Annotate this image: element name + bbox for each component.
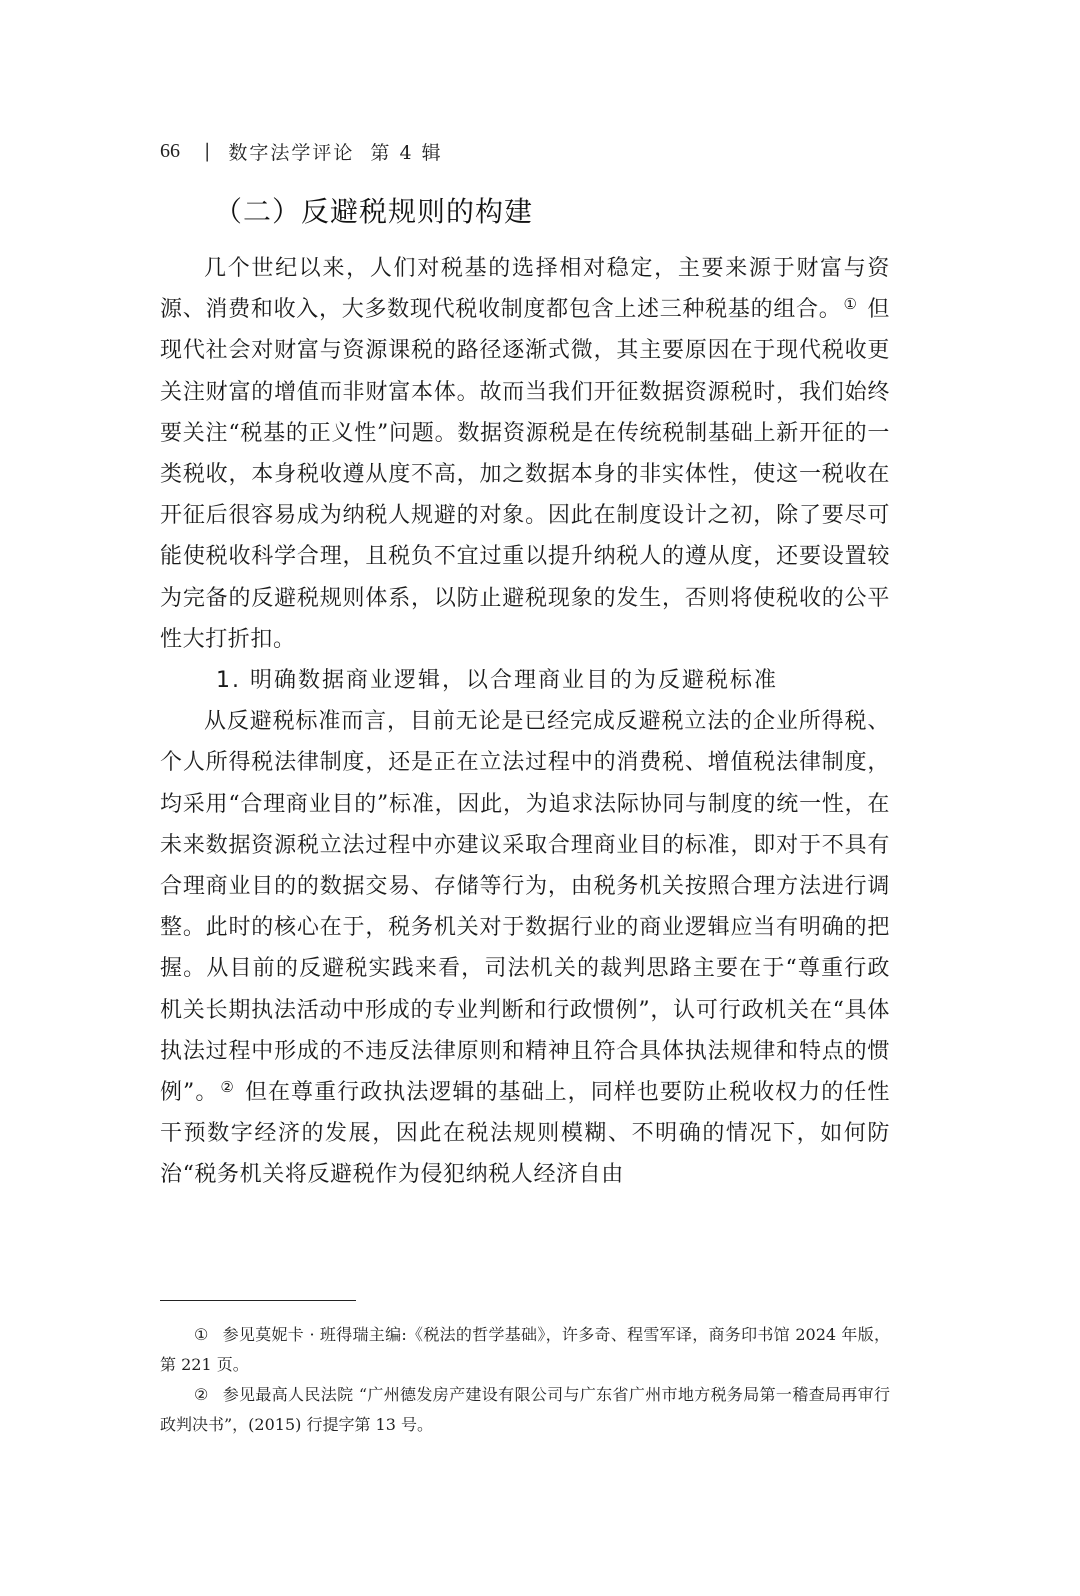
paragraph-1 xyxy=(160,248,890,660)
footnotes xyxy=(160,1320,890,1440)
sub-heading-1: 1. 明确数据商业逻辑，以合理商业目的为反避税标准 xyxy=(216,668,778,694)
footnote-divider xyxy=(160,1300,356,1301)
page-number: 66 xyxy=(160,139,180,162)
body-text xyxy=(160,248,890,1196)
journal-issue: 第 4 辑 xyxy=(370,141,443,164)
footnote-2 xyxy=(160,1380,890,1440)
footnote-marker-1: ① xyxy=(194,1325,209,1344)
section-heading: （二）反避税规则的构建 xyxy=(214,195,534,228)
footnote-marker-2: ② xyxy=(194,1385,209,1404)
paragraph-1-text-b: 但现代社会对财富与资源课税的路径逐渐式微，其主要原因在于现代税收更关注财富的增值而非财富本体。故而当我们开征数据资源税时，我们始终要关注“税基的正义性”问题。数据资源税是在传统税制基础上新开征的一类税收，本身税收遵从度不高，加之数据本身的非实体性，使这一税收在开征后很容易成为纳税人规避的对象。因此在制度设计之初，除了要尽可能使税收科学合理，且税负不宜过重以提升纳税人的遵从度，还要设置较为完备的反避税规则体系，以防止避税现象的发生，否则将使税收的公平性大打折扣。 xyxy=(160,297,890,652)
paragraph-1-text-a: 几个世纪以来，人们对税基的选择相对稳定，主要来源于财富与资源、消费和收入，大多数现代税收制度都包含上述三种税基的组合。 xyxy=(160,256,890,323)
footnote-1 xyxy=(160,1320,890,1380)
footnote-ref-1[interactable]: ① xyxy=(843,295,858,314)
paragraph-2 xyxy=(160,701,890,1195)
footnote-ref-2[interactable]: ② xyxy=(220,1078,235,1097)
header-separator: | xyxy=(204,140,211,162)
running-head xyxy=(160,136,443,166)
footnote-text-2: 参见最高人民法院 “广州德发房产建设有限公司与广东省广州市地方税务局第一稽查局再审行政判决书”，(2015) 行提字第 13 号。 xyxy=(160,1385,890,1434)
journal-title: 数字法学评论 xyxy=(228,141,355,164)
paragraph-2-text-a: 从反避税标准而言，目前无论是已经完成反避税立法的企业所得税、个人所得税法律制度，还是正在立法过程中的消费税、增值税法律制度，均采用“合理商业目的”标准，因此，为追求法际协同与制度的统一性，在未来数据资源税立法过程中亦建议采取合理商业目的标准，即对于不具有合理商业目的的数据交易、存储等行为，由税务机关按照合理方法进行调整。此时的核心在于，税务机关对于数据行业的商业逻辑应当有明确的把握。从目前的反避税实践来看，司法机关的裁判思路主要在于“尊重行政机关长期执法活动中形成的专业判断和行政惯例”，认可行政机关在“具体执法过程中形成的不违反法律原则和精神且符合具体执法规律和特点的惯例”。 xyxy=(160,709,890,1106)
paragraph-2-text-b: 但在尊重行政执法逻辑的基础上，同样也要防止税收权力的任性干预数字经济的发展，因此在税法规则模糊、不明确的情况下，如何防治“税务机关将反避税作为侵犯纳税人经济自由 xyxy=(160,1080,890,1188)
footnote-text-1: 参见莫妮卡 · 班得瑞主编:《税法的哲学基础》，许多奇、程雪军译，商务印书馆 2024 年版，第 221 页。 xyxy=(160,1325,891,1374)
